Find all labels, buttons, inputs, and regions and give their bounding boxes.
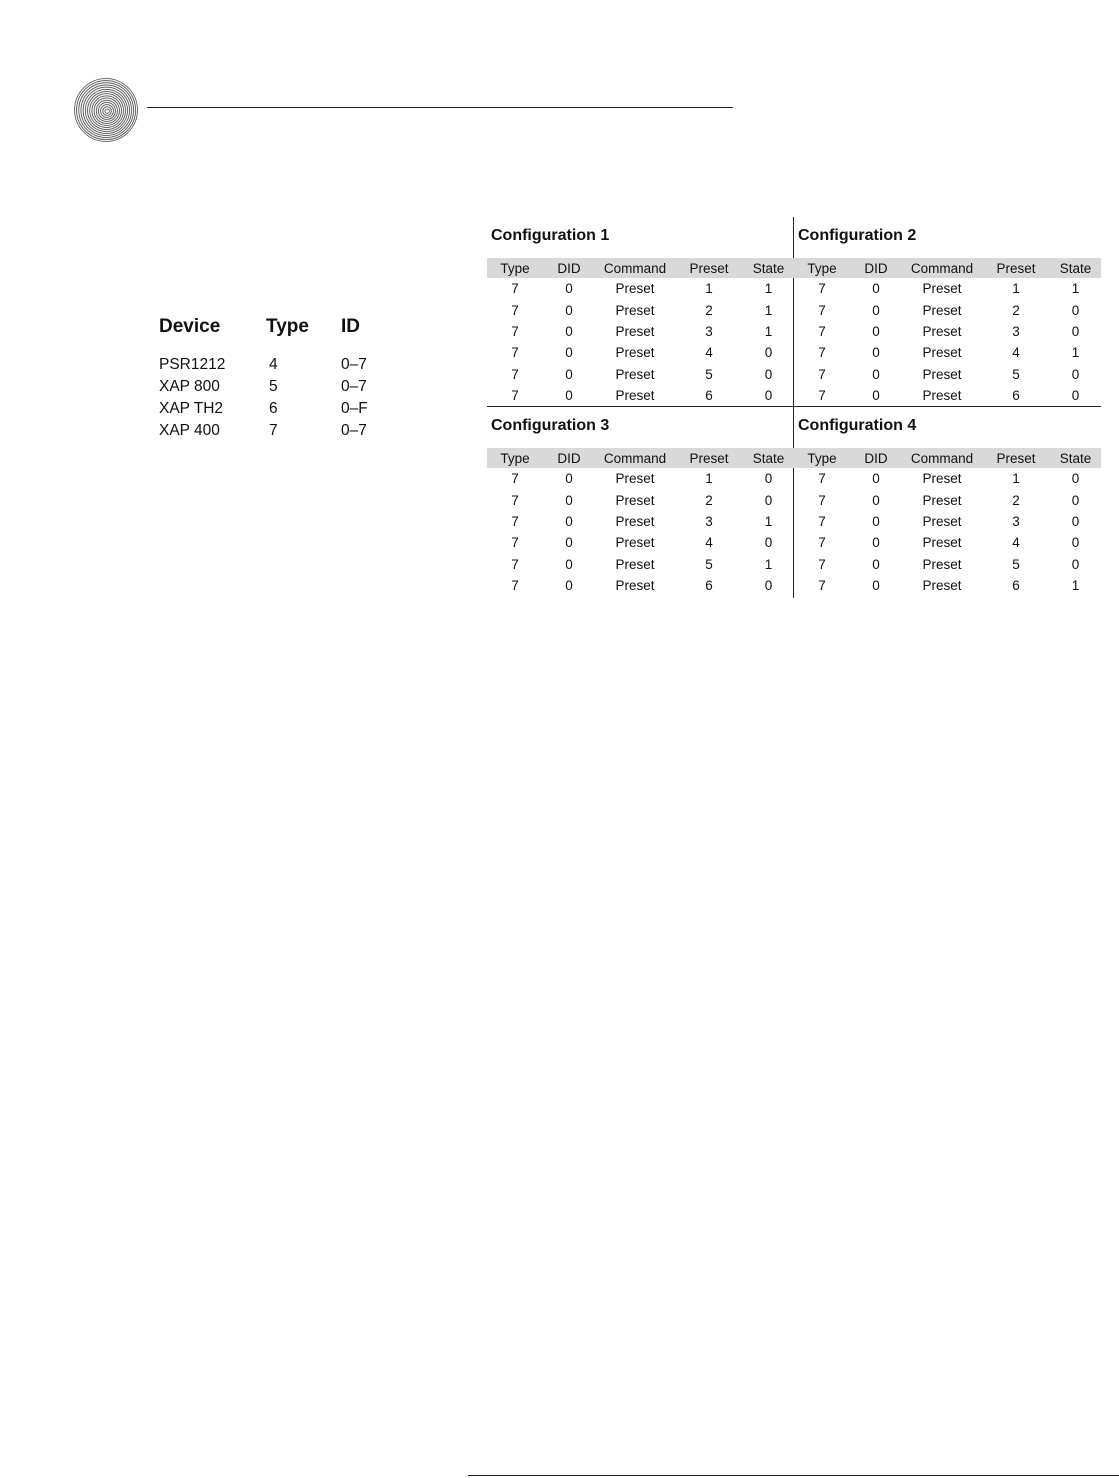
- type-header: Type: [807, 450, 837, 466]
- configuration-table: [794, 258, 1101, 406]
- device-row: [159, 422, 399, 444]
- table-row: [487, 468, 794, 489]
- command-header: Command: [603, 450, 667, 466]
- configuration-grid: [487, 217, 1101, 598]
- command-cell: Preset: [922, 513, 962, 529]
- preset-header: Preset: [689, 260, 729, 276]
- command-cell: Preset: [922, 471, 962, 487]
- preset-cell: 2: [705, 302, 713, 318]
- did-cell: 0: [872, 556, 880, 572]
- state-cell: 0: [764, 388, 773, 404]
- did-cell: 0: [565, 345, 573, 361]
- preset-cell: 3: [1012, 323, 1020, 339]
- type-cell: 7: [818, 556, 826, 572]
- device-id: 0–7: [341, 356, 367, 373]
- type-cell: 7: [511, 281, 519, 297]
- configuration-1: [487, 217, 794, 407]
- table-row: [487, 489, 794, 510]
- preset-cell: 4: [1012, 535, 1020, 551]
- configuration-title: Configuration 4: [798, 417, 917, 434]
- type-cell: 7: [818, 535, 826, 551]
- type-cell: 7: [511, 535, 519, 551]
- did-header: DID: [557, 450, 581, 466]
- table-row: [794, 321, 1101, 342]
- command-cell: Preset: [922, 535, 962, 551]
- state-cell: 0: [1071, 535, 1080, 551]
- did-cell: 0: [565, 578, 573, 594]
- did-cell: 0: [872, 471, 880, 487]
- preset-cell: 2: [705, 492, 713, 508]
- configuration-title: Configuration 2: [798, 227, 917, 244]
- preset-cell: 3: [705, 513, 713, 529]
- state-cell: 0: [1071, 302, 1080, 318]
- type-cell: 7: [511, 302, 519, 318]
- device-type: 4: [269, 356, 278, 373]
- table-row: [487, 299, 794, 320]
- did-cell: 0: [565, 492, 573, 508]
- preset-cell: 4: [1012, 345, 1020, 361]
- did-cell: 0: [565, 323, 573, 339]
- state-cell: 1: [1071, 281, 1080, 297]
- type-header: Type: [500, 260, 530, 276]
- state-cell: 0: [1071, 323, 1080, 339]
- state-cell: 1: [764, 302, 773, 318]
- state-cell: 0: [1071, 388, 1080, 404]
- state-cell: 0: [1071, 366, 1080, 382]
- command-header: Command: [910, 450, 974, 466]
- preset-cell: 1: [1012, 471, 1020, 487]
- device-id: 0–7: [341, 422, 367, 439]
- concentric-circles-icon: [74, 78, 138, 142]
- type-cell: 7: [818, 578, 826, 594]
- id-header: ID: [341, 316, 360, 337]
- did-cell: 0: [565, 302, 573, 318]
- type-cell: 7: [818, 345, 826, 361]
- preset-cell: 2: [1012, 302, 1020, 318]
- command-cell: Preset: [922, 388, 962, 404]
- type-cell: 7: [511, 471, 519, 487]
- configuration-title: Configuration 1: [491, 227, 610, 244]
- did-cell: 0: [872, 492, 880, 508]
- state-cell: 0: [1071, 556, 1080, 572]
- did-cell: 0: [872, 388, 880, 404]
- state-header: State: [752, 450, 785, 466]
- preset-cell: 6: [705, 578, 713, 594]
- device-name: PSR1212: [159, 356, 226, 373]
- command-cell: Preset: [615, 323, 655, 339]
- type-cell: 7: [511, 388, 519, 404]
- command-cell: Preset: [922, 366, 962, 382]
- device-row: [159, 356, 399, 378]
- state-header: State: [752, 260, 785, 276]
- type-cell: 7: [511, 578, 519, 594]
- table-row: [487, 364, 794, 385]
- type-header: Type: [500, 450, 530, 466]
- configuration-table: [487, 448, 794, 596]
- command-cell: Preset: [615, 345, 655, 361]
- type-cell: 7: [511, 513, 519, 529]
- table-row: [487, 342, 794, 363]
- type-cell: 7: [511, 366, 519, 382]
- table-row: [794, 299, 1101, 320]
- preset-cell: 1: [705, 281, 713, 297]
- type-cell: 7: [818, 492, 826, 508]
- type-header: Type: [266, 316, 309, 337]
- command-cell: Preset: [615, 471, 655, 487]
- table-row: [794, 532, 1101, 553]
- command-header: Command: [603, 260, 667, 276]
- device-name: XAP TH2: [159, 400, 224, 417]
- did-cell: 0: [872, 302, 880, 318]
- device-table-header: [159, 316, 399, 342]
- state-cell: 1: [764, 513, 773, 529]
- type-cell: 7: [818, 388, 826, 404]
- configuration-title: Configuration 3: [491, 417, 610, 434]
- type-cell: 7: [818, 302, 826, 318]
- table-row: [794, 468, 1101, 489]
- preset-cell: 3: [705, 323, 713, 339]
- did-cell: 0: [872, 323, 880, 339]
- did-cell: 0: [872, 513, 880, 529]
- did-cell: 0: [872, 578, 880, 594]
- logo-outer-ring: [75, 79, 138, 142]
- did-cell: 0: [565, 388, 573, 404]
- state-cell: 0: [764, 492, 773, 508]
- configuration-2: [794, 217, 1101, 407]
- preset-cell: 2: [1012, 492, 1020, 508]
- command-cell: Preset: [615, 556, 655, 572]
- preset-cell: 5: [1012, 556, 1020, 572]
- device-header: Device: [159, 316, 221, 337]
- type-cell: 7: [511, 556, 519, 572]
- table-row: [487, 278, 794, 299]
- command-cell: Preset: [615, 281, 655, 297]
- configuration-table: [794, 448, 1101, 596]
- did-cell: 0: [872, 535, 880, 551]
- state-cell: 0: [764, 471, 773, 487]
- command-cell: Preset: [615, 302, 655, 318]
- configuration-4: [794, 407, 1101, 597]
- preset-header: Preset: [689, 450, 729, 466]
- preset-header: Preset: [996, 450, 1036, 466]
- state-cell: 0: [764, 535, 773, 551]
- did-cell: 0: [872, 281, 880, 297]
- did-cell: 0: [565, 556, 573, 572]
- type-cell: 7: [818, 366, 826, 382]
- table-row: [487, 554, 794, 575]
- table-row: [487, 511, 794, 532]
- configuration-table: [487, 258, 794, 406]
- preset-cell: 1: [1012, 281, 1020, 297]
- preset-cell: 6: [1012, 388, 1020, 404]
- command-cell: Preset: [615, 492, 655, 508]
- footer-rule: [468, 1475, 1119, 1476]
- table-row: [794, 278, 1101, 299]
- did-cell: 0: [565, 366, 573, 382]
- state-cell: 0: [764, 578, 773, 594]
- did-cell: 0: [565, 513, 573, 529]
- command-header: Command: [910, 260, 974, 276]
- state-cell: 0: [1071, 513, 1080, 529]
- device-table: [159, 316, 399, 444]
- type-cell: 7: [818, 323, 826, 339]
- preset-cell: 1: [705, 471, 713, 487]
- device-row: [159, 400, 399, 422]
- preset-cell: 5: [1012, 366, 1020, 382]
- table-row: [794, 554, 1101, 575]
- did-header: DID: [557, 260, 581, 276]
- command-cell: Preset: [615, 366, 655, 382]
- table-row: [794, 489, 1101, 510]
- device-name: XAP 800: [159, 378, 220, 395]
- type-cell: 7: [511, 492, 519, 508]
- did-cell: 0: [565, 471, 573, 487]
- state-cell: 0: [764, 366, 773, 382]
- table-row: [487, 385, 794, 406]
- preset-cell: 5: [705, 366, 713, 382]
- table-row: [487, 575, 794, 596]
- did-cell: 0: [565, 535, 573, 551]
- preset-header: Preset: [996, 260, 1036, 276]
- table-row: [794, 575, 1101, 596]
- did-header: DID: [864, 450, 888, 466]
- device-id: 0–7: [341, 378, 367, 395]
- state-cell: 0: [1071, 471, 1080, 487]
- table-header-row: [794, 258, 1101, 278]
- state-cell: 1: [1071, 578, 1080, 594]
- state-cell: 1: [764, 323, 773, 339]
- type-header: Type: [807, 260, 837, 276]
- device-type: 7: [269, 422, 278, 439]
- preset-cell: 6: [705, 388, 713, 404]
- command-cell: Preset: [615, 513, 655, 529]
- preset-cell: 3: [1012, 513, 1020, 529]
- state-cell: 0: [1071, 492, 1080, 508]
- did-header: DID: [864, 260, 888, 276]
- state-header: State: [1059, 260, 1092, 276]
- type-cell: 7: [511, 323, 519, 339]
- command-cell: Preset: [615, 388, 655, 404]
- did-cell: 0: [872, 345, 880, 361]
- preset-cell: 5: [705, 556, 713, 572]
- state-cell: 0: [764, 345, 773, 361]
- command-cell: Preset: [922, 281, 962, 297]
- device-type: 6: [269, 400, 278, 417]
- device-row: [159, 378, 399, 400]
- type-cell: 7: [818, 471, 826, 487]
- table-header-row: [487, 258, 794, 278]
- table-row: [794, 342, 1101, 363]
- preset-cell: 4: [705, 535, 713, 551]
- state-cell: 1: [764, 556, 773, 572]
- table-row: [794, 511, 1101, 532]
- type-cell: 7: [511, 345, 519, 361]
- table-row: [794, 364, 1101, 385]
- command-cell: Preset: [922, 345, 962, 361]
- command-cell: Preset: [922, 492, 962, 508]
- state-cell: 1: [1071, 345, 1080, 361]
- table-header-row: [794, 448, 1101, 468]
- state-header: State: [1059, 450, 1092, 466]
- device-id: 0–F: [341, 400, 368, 417]
- state-cell: 1: [764, 281, 773, 297]
- did-cell: 0: [565, 281, 573, 297]
- command-cell: Preset: [922, 323, 962, 339]
- command-cell: Preset: [922, 556, 962, 572]
- table-row: [487, 532, 794, 553]
- type-cell: 7: [818, 513, 826, 529]
- configuration-3: [487, 407, 794, 597]
- preset-cell: 4: [705, 345, 713, 361]
- type-cell: 7: [818, 281, 826, 297]
- command-cell: Preset: [922, 578, 962, 594]
- header-rule: [147, 107, 733, 108]
- command-cell: Preset: [615, 535, 655, 551]
- device-name: XAP 400: [159, 422, 220, 439]
- did-cell: 0: [872, 366, 880, 382]
- command-cell: Preset: [615, 578, 655, 594]
- table-header-row: [487, 448, 794, 468]
- table-row: [487, 321, 794, 342]
- table-row: [794, 385, 1101, 406]
- preset-cell: 6: [1012, 578, 1020, 594]
- device-type: 5: [269, 378, 278, 395]
- command-cell: Preset: [922, 302, 962, 318]
